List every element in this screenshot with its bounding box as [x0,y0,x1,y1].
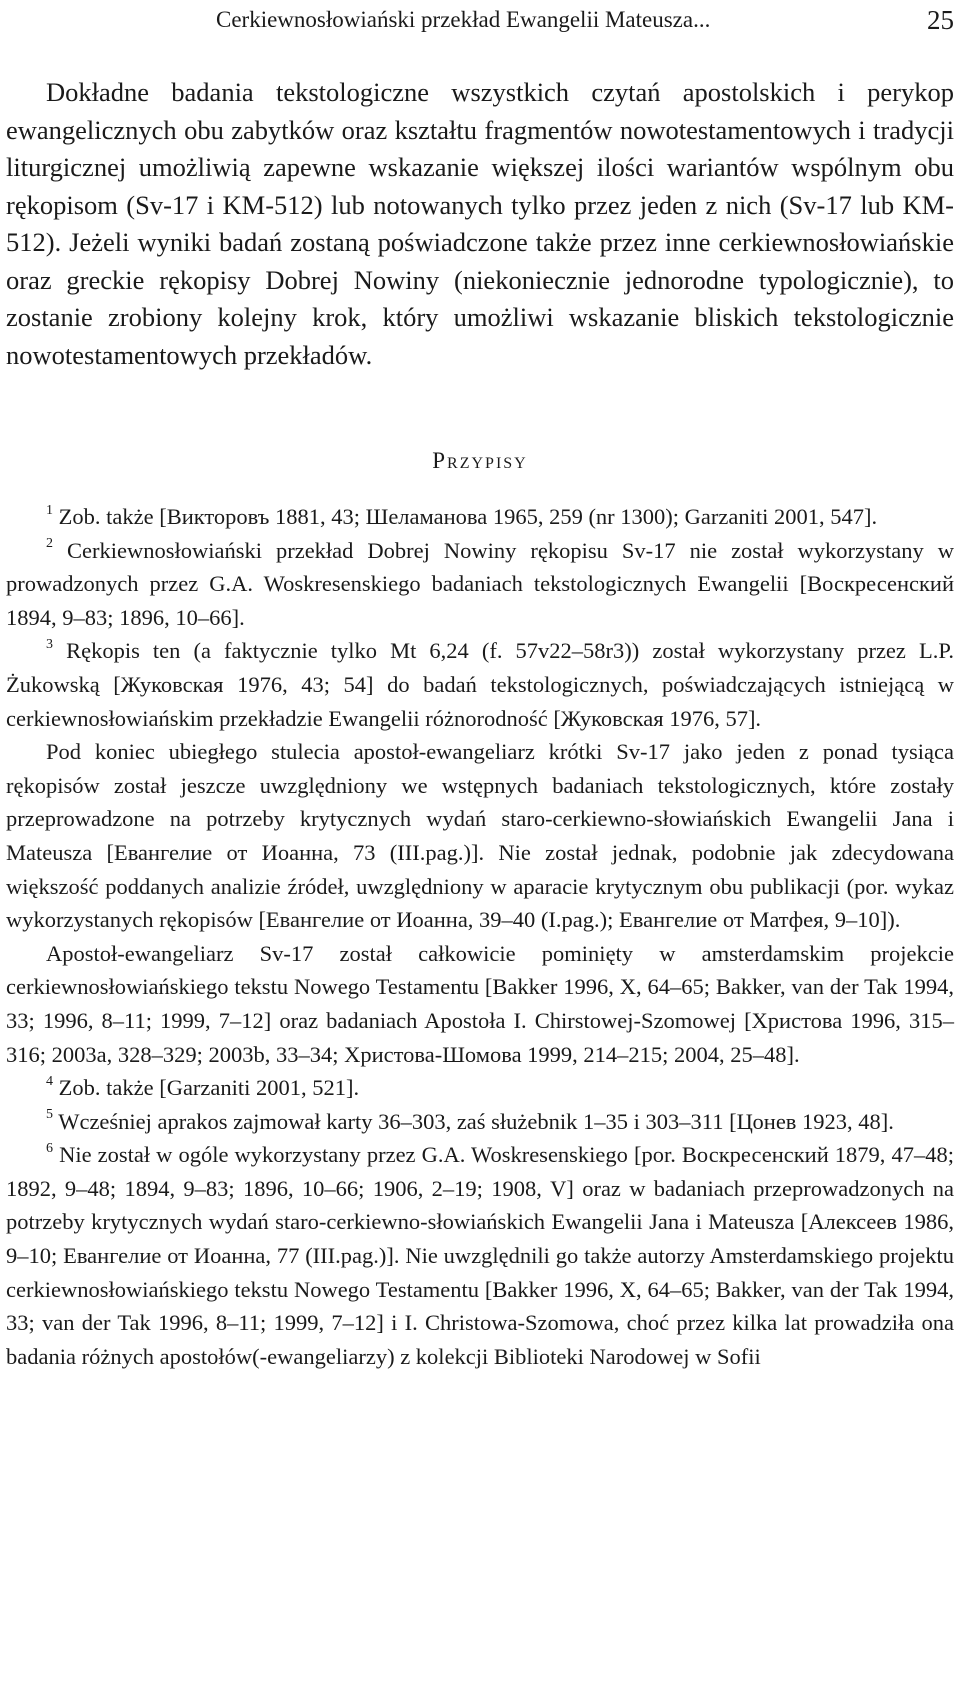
footnote-text: Zob. także [Garzaniti 2001, 521]. [58,1075,360,1101]
footnotes [6,500,954,1373]
footnote-2 [6,534,954,635]
footnote-6 [6,1138,954,1373]
footnote-text: Cerkiewnosłowiański przekład Dobrej Nowiny rękopisu Sv-17 nie został wykorzystany w prowadzonych przez G.A. Woskresenskiego badaniach tekstologicznych Ewangelii [Воскресенский 1894, 9–83; 1896, 10–66]. [6,537,955,630]
footnote-text: Wcześniej aprakos zajmował karty 36–303, zaś służebnik 1–35 i 303–311 [Цонев 1923, 48]. [58,1108,894,1134]
footnote-number: 3 [46,636,53,652]
footnote-4 [6,1071,954,1105]
footnote-3-continuation-2: Apostoł-ewangeliarz Sv-17 został całkowicie pominięty w amsterdamskim projekcie cerkiewnosłowiańskiego tekstu Nowego Testamentu [Bakker 1996, X, 64–65; Bakker, van der Tak 1994, 33; 1996, 8–11; 1999, 7–12] oraz badaniach Apostoła I. Chirstowej-Szomowej [Христова 1996, 315–316; 2003a, 328–329; 2003b, 33–34; Христова-Шомова 1999, 214–215; 2004, 25–48]. [6,940,954,1067]
footnote-number: 1 [46,502,53,518]
footnote-1 [6,500,954,534]
footnotes-heading: Przypisy [432,448,528,473]
running-head [6,4,954,36]
footnote-5 [6,1105,954,1139]
footnote-text: Zob. także [Викторовъ 1881, 43; Шеламанова 1965, 259 (nr 1300); Garzaniti 2001, 547]. [58,504,878,529]
page-number: 25 [927,5,954,35]
running-title: Cerkiewnosłowiański przekład Ewangelii Mateusza... [216,7,711,32]
footnote-number: 4 [46,1073,53,1089]
footnote-number: 6 [46,1140,53,1156]
body-paragraph: Dokładne badania tekstologiczne wszystkich czytań apostolskich i perykop ewangelicznych obu zabytków oraz kształtu fragmentów nowotestamentowych i tradycji liturgicznej umożliwią zapewne wskazanie większej ilości wariantów wspólnym obu rękopisom (Sv-17 i KM-512) lub notowanych tylko przez jeden z nich (Sv-17 lub KM-512). Jeżeli wyniki badań zostaną poświadczone także przez inne cerkiewnosłowiańskie oraz greckie rękopisy Dobrej Nowiny (niekoniecznie jednorodne typologicznie), to zostanie zrobiony kolejny krok, który umożliwi wskazanie bliskich tekstologicznie nowotestamentowych przekładów. [6,77,954,370]
footnote-3 [6,634,954,735]
footnote-number: 2 [46,536,53,552]
footnote-number: 5 [46,1107,53,1123]
footnote-3-continuation: Pod koniec ubiegłego stulecia apostoł-ewangeliarz krótki Sv-17 jako jeden z ponad tysiąca rękopisów został jeszcze uwzględniony we wstępnych badaniach tekstologicznych, które zostały przeprowadzone na potrzeby krytycznych wydań staro-cerkiewno-słowiańskich Ewangelii Jana i Mateusza [Евангелие от Иоанна, 73 (III.pag.)]. Nie został jednak, podobnie jak zdecydowana większość poddanych analizie źródeł, uwzględniony w aparacie krytycznym obu publikacji (por. wykaz wykorzystanych rękopisów [Евангелие от Иоанна, 39–40 (I.pag.); Евангелие от Матфея, 9–10]). [6,739,954,933]
footnote-text: Rękopis ten (a faktycznie tylko Mt 6,24 (f. 57v22–58r3)) został wykorzystany przez L.P. Żukowską [Жуковская 1976, 43; 54] do badań tekstologicznych, poświadczających istniejącą w cerkiewnosłowiańskim przekładzie Ewangelii różnorodność [Жуковская 1976, 57]. [6,638,954,731]
footnote-text: Nie został w ogóle wykorzystany przez G.A. Woskresenskiego [por. Воскресенский 1879, 47–48; 1892, 9–48; 1894, 9–83; 1896, 10–66; 1906, 2–19; 1908, V] oraz w badaniach przeprowadzonych na potrzeby krytycznych wydań staro-cerkiewno-słowiańskich Ewangelii Jana i Mateusza [Алексеев 1986, 9–10; Евангелие от Иоанна, 77 (III.pag.)]. Nie uwzględnili go także autorzy Amsterdamskiego projektu cerkiewnosłowiańskiego tekstu Nowego Testamentu [Bakker 1996, X, 64–65; Bakker, van der Tak 1994, 33; van der Tak 1996, 8–11; 1999, 7–12] i I. Christowa-Szomowa, choć przez kilka lat prowadziła ona badania różnych apostołów(-ewangeliarzy) z kolekcji Biblioteki Narodowej w Sofii [6,1142,955,1369]
